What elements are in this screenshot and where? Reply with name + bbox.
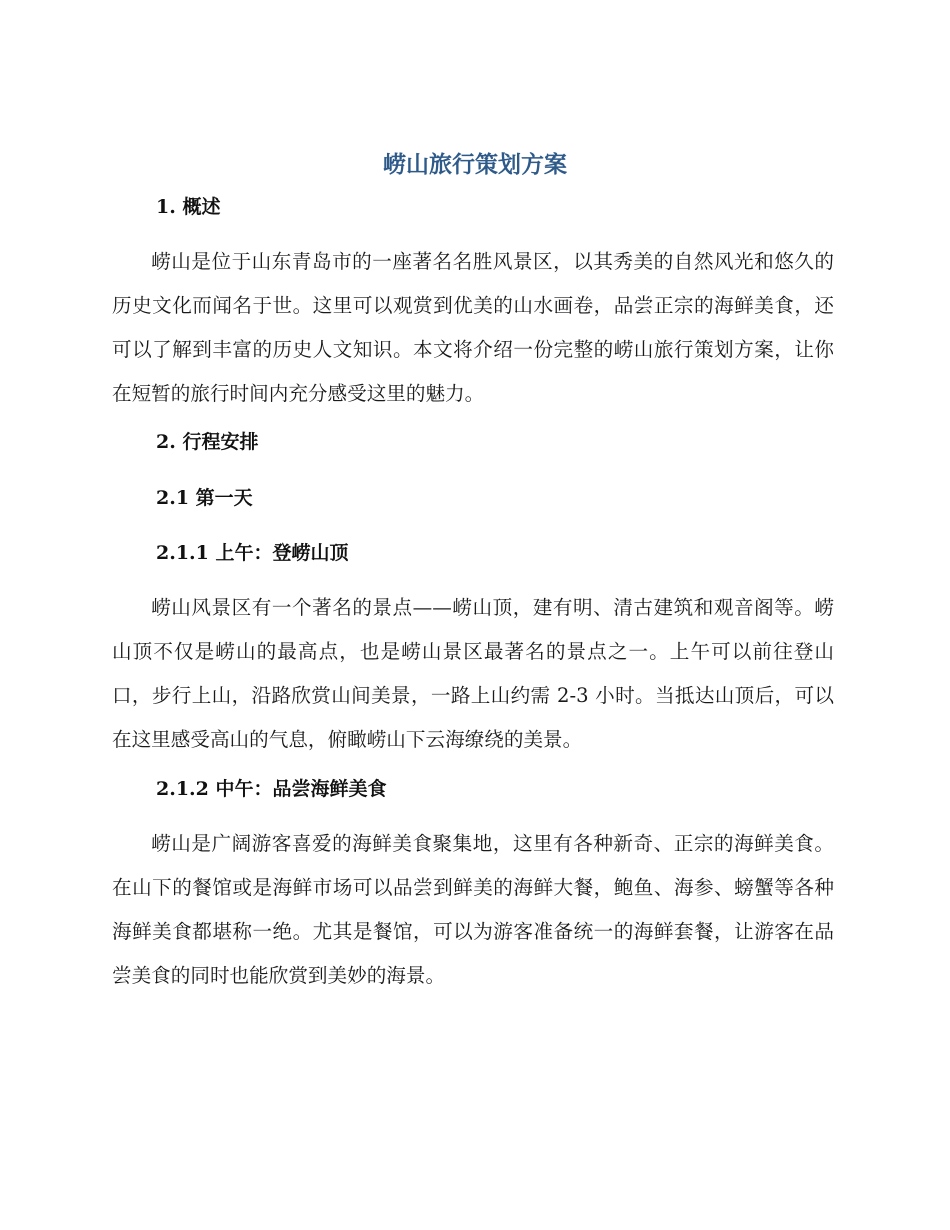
section-heading-overview: 1. 概述 (156, 196, 221, 218)
section-heading-morning: 2.1.1 上午：登崂山顶 (156, 542, 349, 564)
section-heading-itinerary: 2. 行程安排 (156, 431, 259, 453)
paragraph-overview: 崂山是位于山东青岛市的一座著名名胜风景区，以其秀美的自然风光和悠久的历史文化而闻名于世。这里可以观赏到优美的山水画卷，品尝正宗的海鲜美食，还可以了解到丰富的历史人文知识。本文将介绍一份完整的崂山旅行策划方案，让你在短暂的旅行时间内充分感受这里的魅力。 (112, 250, 834, 405)
document-title: 崂山旅行策划方案 (383, 152, 567, 178)
section-heading-day-one: 2.1 第一天 (156, 487, 253, 509)
paragraph-morning: 崂山风景区有一个著名的景点——崂山顶，建有明、清古建筑和观音阁等。崂山顶不仅是崂山的最高点，也是崂山景区最著名的景点之一。上午可以前往登山口，步行上山，沿路欣赏山间美景，一路上山约需 2-3 小时。当抵达山顶后，可以在这里感受高山的气息，俯瞰崂山下云海缭绕的美景。 (112, 596, 834, 751)
section-heading-noon: 2.1.2 中午：品尝海鲜美食 (156, 778, 387, 800)
paragraph-noon: 崂山是广阔游客喜爱的海鲜美食聚集地，这里有各种新奇、正宗的海鲜美食。在山下的餐馆或是海鲜市场可以品尝到鲜美的海鲜大餐，鲍鱼、海参、螃蟹等各种海鲜美食都堪称一绝。尤其是餐馆，可以为游客准备统一的海鲜套餐，让游客在品尝美食的同时也能欣赏到美妙的海景。 (112, 832, 834, 987)
